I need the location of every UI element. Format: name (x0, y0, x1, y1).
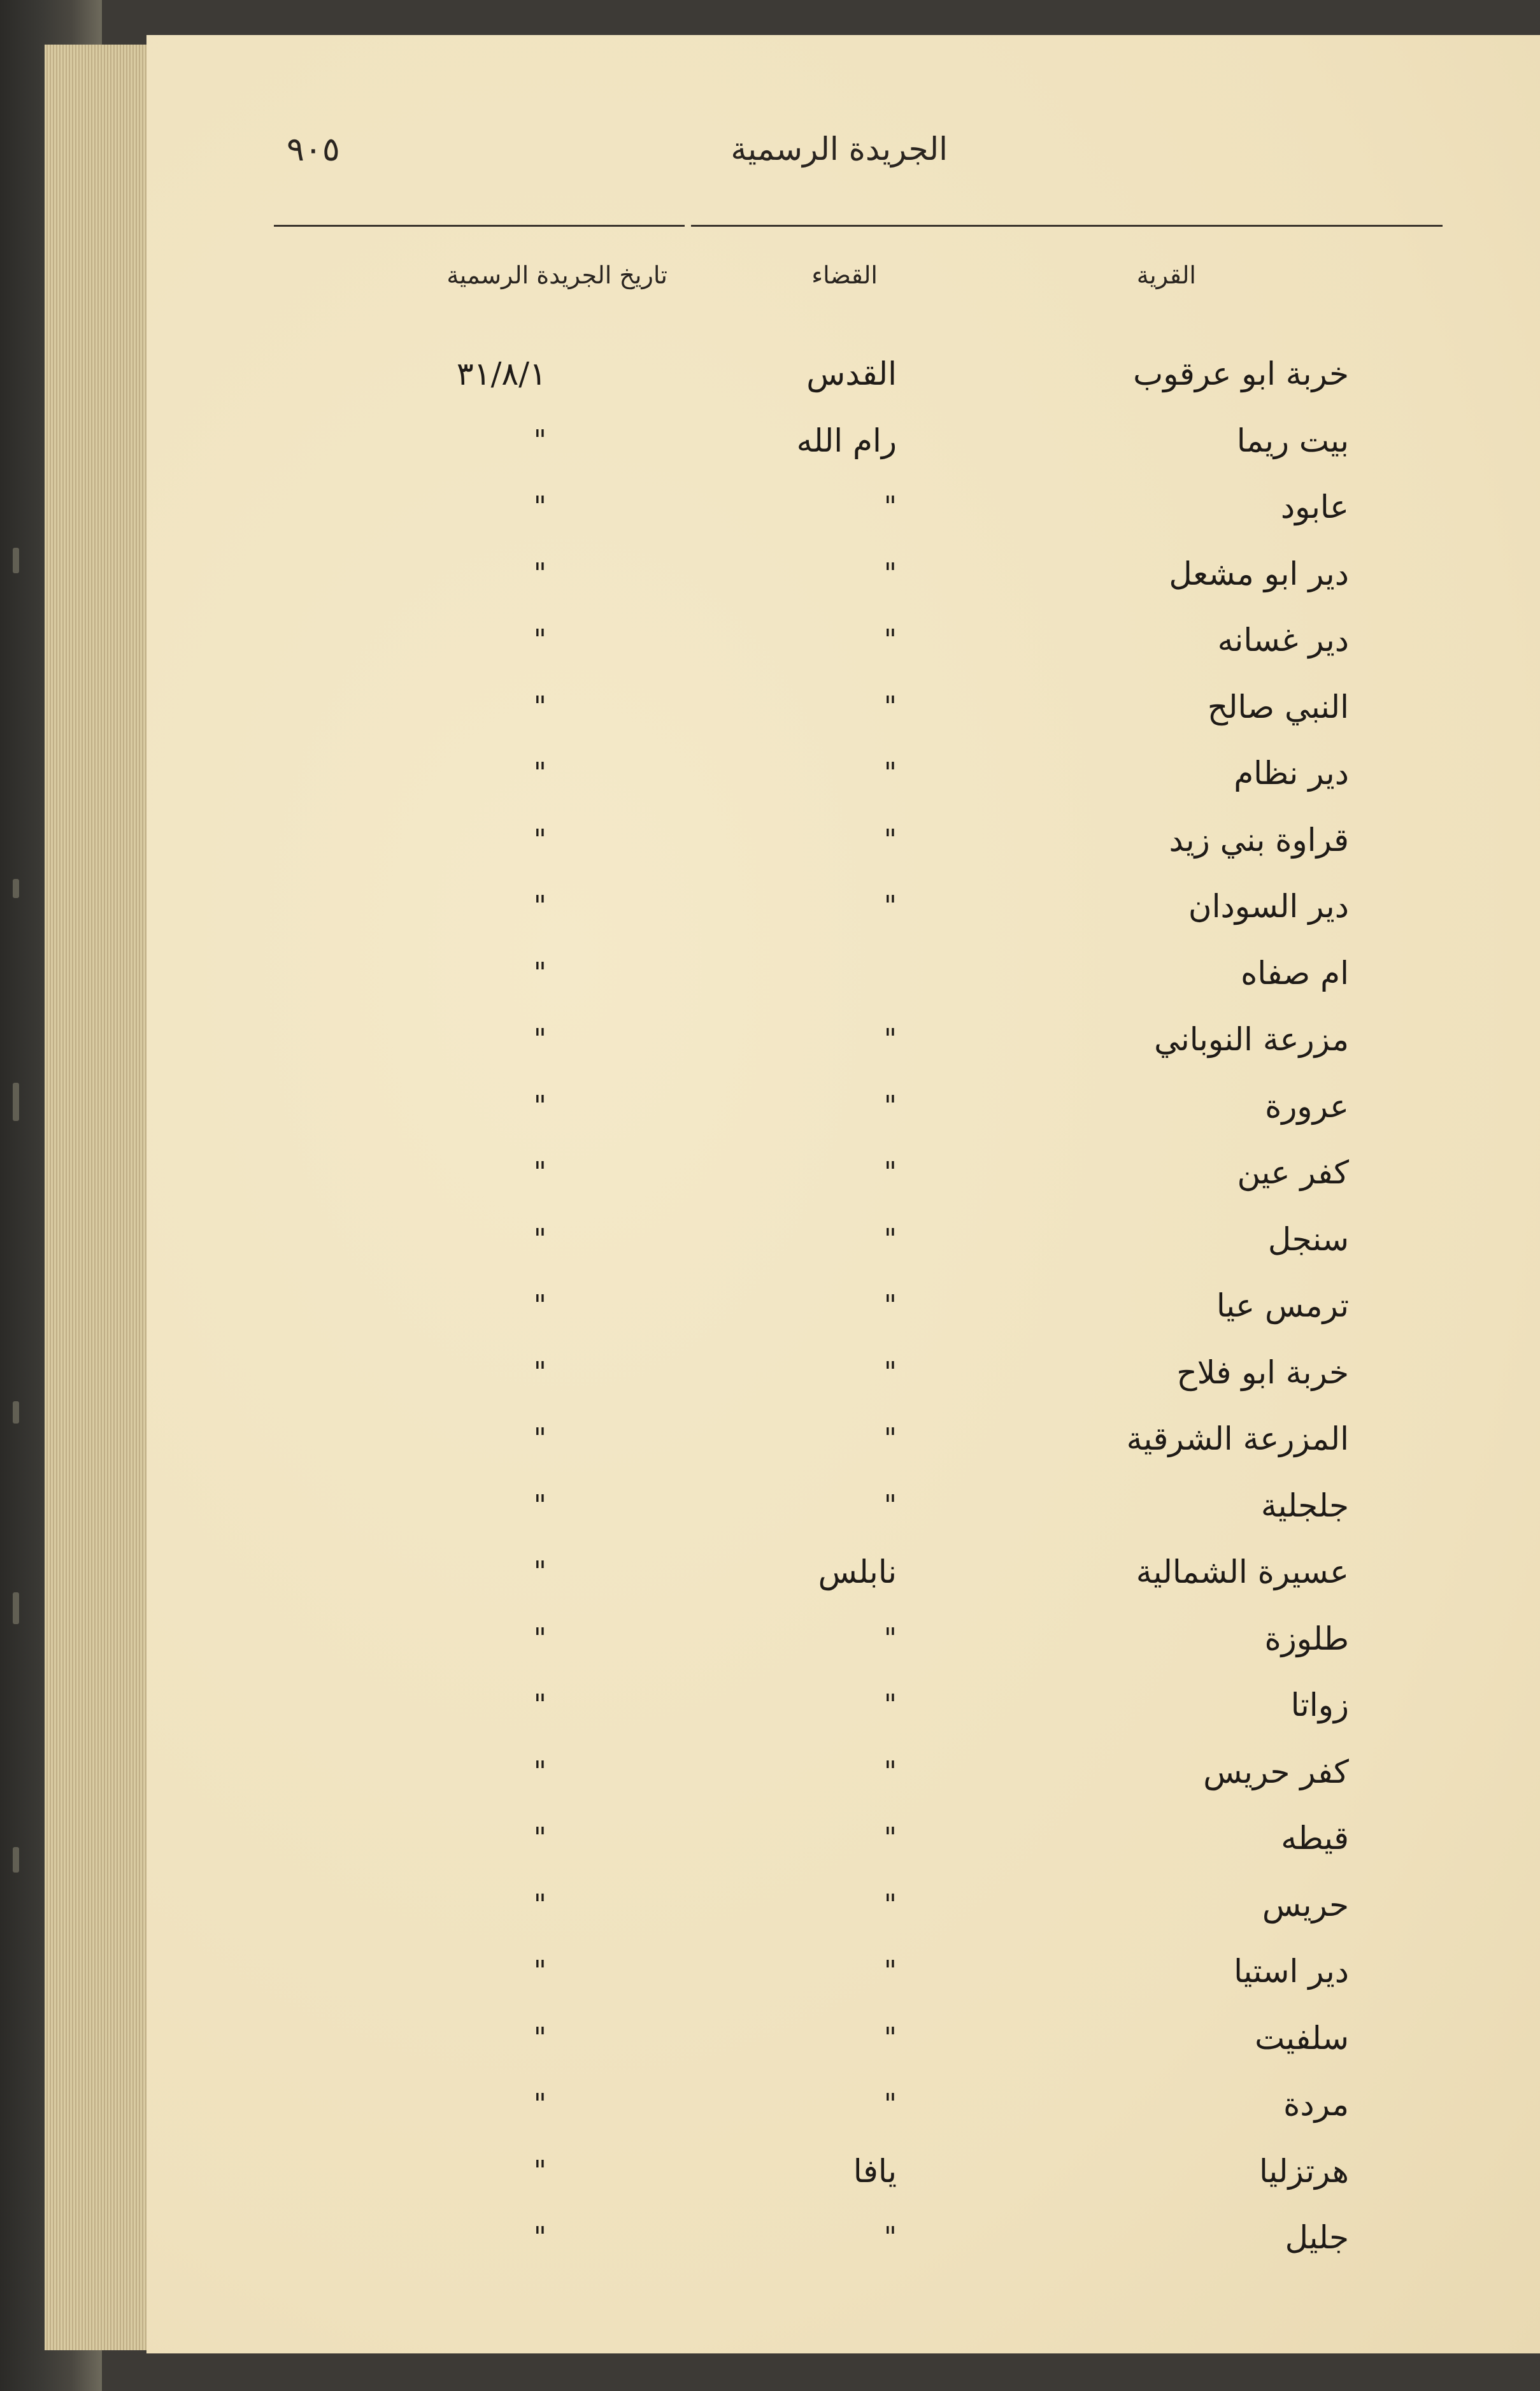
village-cell: خربة ابو فلاح (1176, 1353, 1349, 1391)
village-cell: مزرعة النوباني (1154, 1021, 1349, 1058)
gazette-date-cell: " (533, 2221, 546, 2253)
table-row (146, 1739, 1540, 1805)
village-cell: مردة (1283, 2086, 1349, 2123)
table-row (146, 474, 1540, 540)
gazette-date-cell: " (533, 823, 546, 856)
district-cell: " (883, 1488, 897, 1522)
gazette-date-cell: " (533, 2088, 546, 2120)
district-cell: " (883, 1688, 897, 1721)
gazette-date-cell: " (533, 1555, 546, 1588)
district-cell: " (883, 1222, 897, 1255)
gazette-date-cell: " (533, 2021, 546, 2054)
table-row (146, 1938, 1540, 2004)
district-cell: يافا (853, 2152, 897, 2190)
table-row (146, 1273, 1540, 1339)
village-cell: بيت ريما (1236, 422, 1349, 459)
village-cell: جليل (1285, 2219, 1349, 2256)
district-cell: " (883, 690, 897, 723)
gazette-date-cell: " (533, 624, 546, 656)
table-row (146, 1473, 1540, 1539)
district-cell: " (883, 1422, 897, 1455)
village-cell: قراوة بني زيد (1169, 821, 1349, 859)
table-row (146, 2071, 1540, 2138)
village-table (146, 35, 1540, 2353)
table-row (146, 1539, 1540, 1605)
district-cell: " (883, 557, 897, 590)
gazette-date-cell: " (533, 956, 546, 989)
table-row (146, 2005, 1540, 2071)
village-cell: دير السودان (1188, 888, 1349, 925)
table-row (146, 873, 1540, 939)
district-cell: " (883, 624, 897, 656)
table-row (146, 1006, 1540, 1073)
table-row (146, 1606, 1540, 1672)
running-head: الجريدة الرسمية (731, 131, 948, 168)
village-cell: دير ابو مشعل (1169, 555, 1349, 592)
village-cell: قيطه (1281, 1820, 1349, 1857)
table-row (146, 940, 1540, 1006)
village-cell: عرورة (1265, 1087, 1349, 1125)
district-cell: " (883, 1156, 897, 1188)
page-edges (45, 45, 159, 2350)
gazette-date-cell: " (533, 890, 546, 922)
district-cell: نابلس (818, 1553, 897, 1590)
gazette-date-cell: " (533, 1023, 546, 1055)
village-cell: دير استيا (1234, 1953, 1349, 1990)
village-cell: ام صفاه (1241, 954, 1349, 992)
district-cell: " (883, 1955, 897, 1987)
village-cell: كفر عين (1237, 1154, 1349, 1191)
village-cell: طلوزة (1264, 1620, 1349, 1657)
gazette-date-cell: " (533, 1888, 546, 1921)
column-header-gazette-date: تاريخ الجريدة الرسمية (446, 261, 667, 289)
district-cell: " (883, 1888, 897, 1921)
village-cell: سنجل (1267, 1220, 1349, 1258)
gazette-date-cell: " (533, 1955, 546, 1987)
table-row (146, 607, 1540, 673)
gazette-date-cell: " (533, 2154, 546, 2187)
village-cell: زواتا (1290, 1687, 1349, 1724)
village-cell: كفر حريس (1203, 1753, 1349, 1790)
gazette-date-cell: ٣١/٨/١ (456, 355, 546, 392)
table-row (146, 1872, 1540, 1938)
gazette-date-cell: " (533, 1222, 546, 1255)
gazette-date-cell: " (533, 1688, 546, 1721)
gazette-date-cell: " (533, 690, 546, 723)
village-cell: ترمس عيا (1216, 1287, 1349, 1324)
district-cell: " (883, 1023, 897, 1055)
table-row (146, 1339, 1540, 1406)
table-row (146, 341, 1540, 407)
column-header-village: القرية (1136, 261, 1196, 289)
page-number: ٩٠٥ (287, 131, 340, 169)
table-row (146, 541, 1540, 607)
village-cell: حريس (1262, 1886, 1349, 1924)
district-cell: " (883, 1089, 897, 1122)
gazette-date-cell: " (533, 1622, 546, 1655)
gazette-date-cell: " (533, 1089, 546, 1122)
gazette-date-cell: " (533, 490, 546, 523)
village-cell: دير نظام (1234, 755, 1349, 792)
gazette-date-cell: " (533, 1355, 546, 1388)
gazette-date-cell: " (533, 424, 546, 457)
district-cell: رام الله (796, 422, 897, 459)
document-page (146, 35, 1540, 2353)
table-row (146, 807, 1540, 873)
village-cell: المزرعة الشرقية (1126, 1420, 1349, 1457)
district-cell: " (883, 1622, 897, 1655)
district-cell: " (883, 2021, 897, 2054)
table-row (146, 408, 1540, 474)
gazette-date-cell: " (533, 1289, 546, 1322)
district-cell: " (883, 890, 897, 922)
district-cell: " (883, 1355, 897, 1388)
gazette-date-cell: " (533, 1755, 546, 1788)
district-cell: " (883, 1289, 897, 1322)
table-row (146, 1406, 1540, 1472)
district-cell: " (883, 1822, 897, 1854)
table-row (146, 674, 1540, 740)
district-cell: القدس (806, 355, 897, 392)
table-row (146, 1139, 1540, 1206)
gazette-date-cell: " (533, 1488, 546, 1522)
village-cell: خربة ابو عرقوب (1133, 355, 1349, 392)
table-row (146, 1073, 1540, 1139)
table-row (146, 1206, 1540, 1273)
table-row (146, 2138, 1540, 2204)
village-cell: عابود (1280, 489, 1349, 525)
gazette-date-cell: " (533, 1422, 546, 1455)
gazette-date-cell: " (533, 757, 546, 789)
column-header-district: القضاء (811, 261, 878, 289)
village-cell: النبي صالح (1207, 688, 1349, 725)
village-cell: سلفيت (1255, 2019, 1349, 2057)
table-row (146, 2204, 1540, 2271)
district-cell: " (883, 823, 897, 856)
village-cell: دير غسانه (1217, 622, 1349, 659)
gazette-date-cell: " (533, 557, 546, 590)
gazette-date-cell: " (533, 1822, 546, 1854)
village-cell: هرتزليا (1258, 2152, 1349, 2190)
village-cell: عسيرة الشمالية (1136, 1553, 1349, 1590)
table-row (146, 1672, 1540, 1738)
district-cell: " (883, 2088, 897, 2120)
district-cell: " (883, 2221, 897, 2253)
district-cell: " (883, 490, 897, 523)
gazette-date-cell: " (533, 1156, 546, 1188)
table-row (146, 740, 1540, 806)
table-row (146, 1805, 1540, 1871)
district-cell: " (883, 757, 897, 789)
district-cell: " (883, 1755, 897, 1788)
village-cell: جلجلية (1260, 1487, 1349, 1524)
